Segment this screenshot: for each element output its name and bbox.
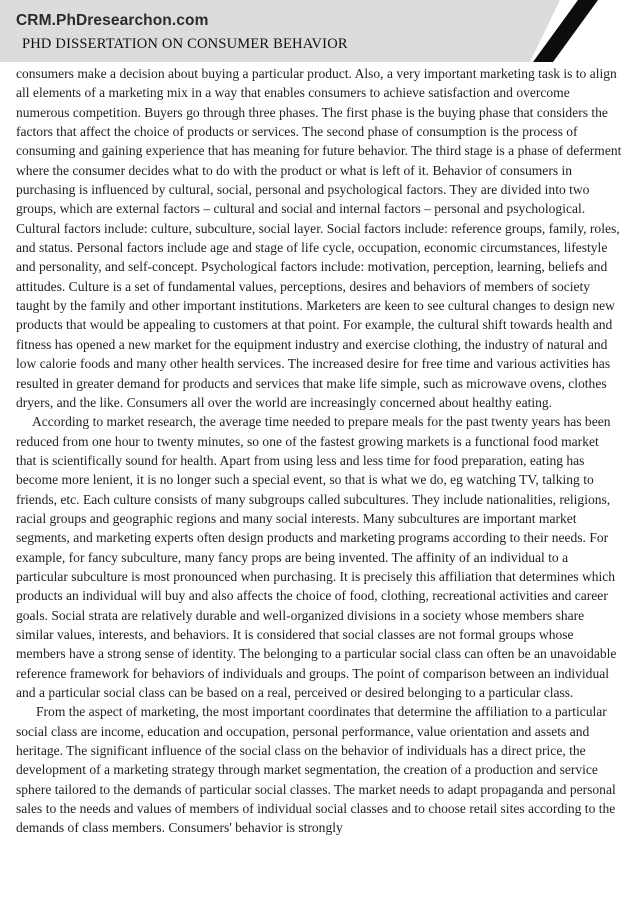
paragraph: From the aspect of marketing, the most important coordinates that determine the affiliation to a particular social class are income, education and occupation, personal performance, value orientation and assets and heritage. The significant influence of the social class on the behavior of individuals has a direct price, the development of a marketing strategy through market segmentation, the creation of a production and service sphere tailored to the demands of particular social classes. The market needs to adapt propaganda and personal sales to the needs and values of members of individual social classes and to choose retail sites according to the demands of class members. Consumers' behavior is strongly <box>16 704 616 836</box>
document-body <box>16 64 622 903</box>
document-title: PHD DISSERTATION ON CONSUMER BEHAVIOR <box>22 36 348 52</box>
page-header <box>0 0 638 62</box>
paragraph: consumers make a decision about buying a particular product. Also, a very important marketing task is to align all elements of a marketing mix in a way that enables consumers to achieve satisfaction and overcome numerous competition. Buyers go through three phases. The first phase is the buying phase that considers the factors that affect the choice of products or services. The second phase of consumption is the process of consuming and gaining experience that has meaning for future behavior. The third stage is a phase of deferment where the consumer decides what to do with the product or what is left of it. Behavior of consumers in purchasing is influenced by cultural, social, personal and psychological factors. They are divided into two groups, which are external factors – cultural and social and internal factors – personal and psychological. Cultural factors include: culture, subculture, social layer. Social factors include: reference groups, family, roles, and status. Personal factors include age and stage of life cycle, occupation, economic circumstances, lifestyle and personality, and self-concept. Psychological factors include: motivation, perception, learning, beliefs and attitudes. Culture is a set of fundamental values, perceptions, desires and behaviors of members of society taught by the family and other important institutions. Marketers are keen to see cultural changes to design new products that would be appealing to customers at that point. For example, the cultural shift towards health and fitness has opened a new market for the equipment industry and exercise clothing, the industry of natural and low calorie foods and many other health services. The increased desire for free time and various activities has resulted in greater demand for products and services that make life simple, such as microwave ovens, clothes dryers, and the like. Consumers all over the world are increasingly concerned about healthy eating. <box>16 66 622 410</box>
paragraph: According to market research, the average time needed to prepare meals for the past twenty years has been reduced from one hour to twenty minutes, so one of the fastest growing markets is a functional food market that is scientifically sound for health. Apart from using less and less time for food preparation, eating has become more lenient, it is no longer such a special event, so that is what we do, eg watching TV, talking to friends, etc. Each culture consists of many subgroups called subcultures. They include nationalities, religions, racial groups and geographic regions and many social interests. Many subcultures are important market segments, and marketing experts often design products and marketing programs according to their needs. For example, for fancy subculture, many fancy props are being invented. The affinity of an individual to a particular subculture is most pronounced when purchasing. It is precisely this affiliation that determines which products an individual will buy and also affects the choice of food, clothing, recreational activities and career goals. Social strata are relatively durable and well-organized divisions in a society whose members share similar values, interests, and behaviors. It is considered that social classes are not formal groups whose members have a strong sense of identity. The belonging to a particular social class can often be an unavoidable reference framework for behaviors of individuals and groups. The point of comparison between an individual and a particular social class can be based on a real, perceived or desired belonging to a particular class. <box>16 414 617 700</box>
site-name[interactable]: CRM.PhDresearchon.com <box>16 12 209 29</box>
